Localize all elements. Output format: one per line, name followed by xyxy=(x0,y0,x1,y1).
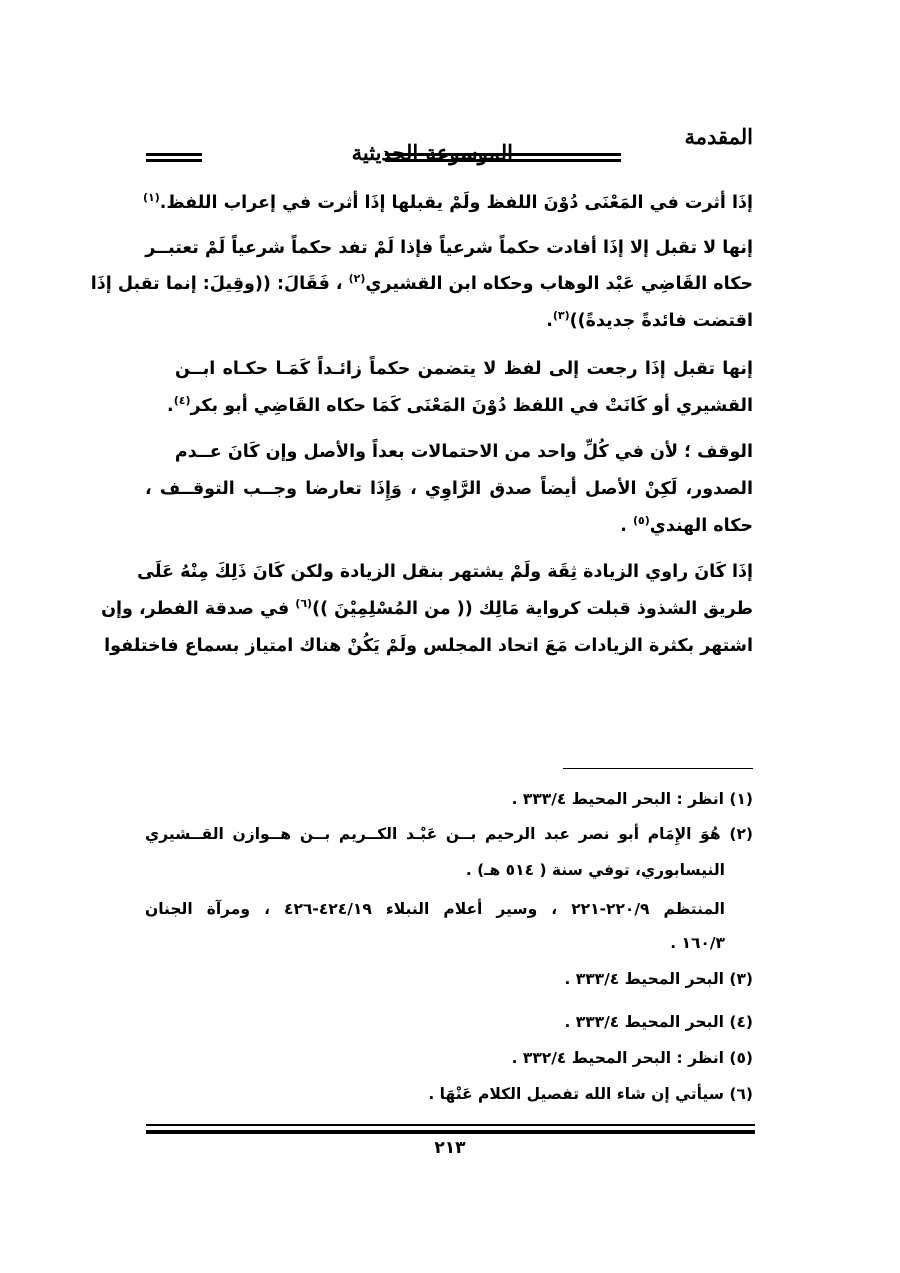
footnote: (٢) هُوَ الإِمَام أبو نصر عبد الرحيم بــن عَبْـد الكــريم بــن هــوازن القــشيري xyxy=(145,825,753,843)
book-title: الموسوعة الحديثية xyxy=(351,140,513,165)
footnote-continuation: ١٦٠/٣ . xyxy=(670,934,725,952)
body-line: اقتضت فائدةً جديدةً))$^{(٣)}$. xyxy=(546,309,753,331)
page-number: ٢١٣ xyxy=(434,1138,466,1158)
body-line: إنها لا تقبل إلا إذَا أفادت حكماً شرعياً فإذا لَمْ تفد حكماً شرعياً لَمْ تعتبــر xyxy=(145,238,753,258)
footnote: (٣) البحر المحيط ٣٣٣/٤ . xyxy=(564,970,753,988)
body-line: الصدور، لَكِنْ الأصل أيضاً صدق الرَّاوِي ، وَإِذَا تعارضا وجــب التوقــف ، xyxy=(145,479,753,499)
footnote-separator xyxy=(563,768,753,769)
section-title: المقدمة xyxy=(684,124,753,149)
body-line: الوقف ؛ لأن في كُلِّ واحد من الاحتمالات بعداً والأصل وإن كَانَ عــدم xyxy=(174,442,753,462)
footnote: (٦) سيأتي إن شاء الله تفصيل الكلام عَنْهَا . xyxy=(428,1085,753,1103)
header-rule xyxy=(146,153,202,156)
footnote-continuation: المنتظم ٢٢٠/٩-٢٢١ ، وسير أعلام النبلاء ٤٢٤/١٩-٤٢٦ ، ومرآة الجنان xyxy=(145,900,725,918)
footer-rule xyxy=(146,1124,755,1126)
header-rule xyxy=(146,159,202,162)
body-line: القشيري أو كَانَتْ في اللفظ دُوْنَ المَعْنَى كَمَا حكاه القَاضِي أبو بكر$^{(٤)}$. xyxy=(167,394,753,416)
body-line: إذَا كَانَ راوي الزيادة ثِقَة ولَمْ يشتهر بنقل الزيادة ولكن كَانَ ذَلِكَ مِنْهُ عَلَى xyxy=(137,562,753,582)
body-line: إنها تقبل إذَا رجعت إلى لفظ لا يتضمن حكماً زائـداً كَمَـا حكـاه ابــن xyxy=(175,359,753,379)
footnote-continuation: النيسابوري، توفي سنة ( ٥١٤ هـ) . xyxy=(465,861,725,879)
footnote: (١) انظر : البحر المحيط ٣٣٣/٤ . xyxy=(511,790,753,808)
footer-rule xyxy=(146,1130,755,1134)
body-line: اشتهر بكثرة الزيادات مَعَ اتحاد المجلس ولَمْ يَكُنْ هناك امتياز بسماع فاختلفوا xyxy=(104,636,753,656)
body-line: طريق الشذوذ قبلت كرواية مَالِك (( من المُسْلِمِيْنَ ))$^{(٦)}$ في صدقة الفطر، وإن xyxy=(101,597,753,619)
body-line: إذَا أثرت في المَعْنَى دُوْنَ اللفظ ولَمْ يقبلها إذَا أثرت في إعراب اللفظ.$^{(١)}$ xyxy=(143,191,753,213)
body-line: حكاه الهندي$^{(٥)}$ . xyxy=(620,514,753,536)
footnote: (٤) البحر المحيط ٣٣٣/٤ . xyxy=(564,1013,753,1031)
body-line: حكاه القَاضِي عَبْد الوهاب وحكاه ابن القشيري$^{(٢)}$ ، فَقَالَ: ((وقِيلَ: إنما تقبل إذَا xyxy=(90,272,753,294)
footnote: (٥) انظر : البحر المحيط ٣٣٢/٤ . xyxy=(511,1049,753,1067)
